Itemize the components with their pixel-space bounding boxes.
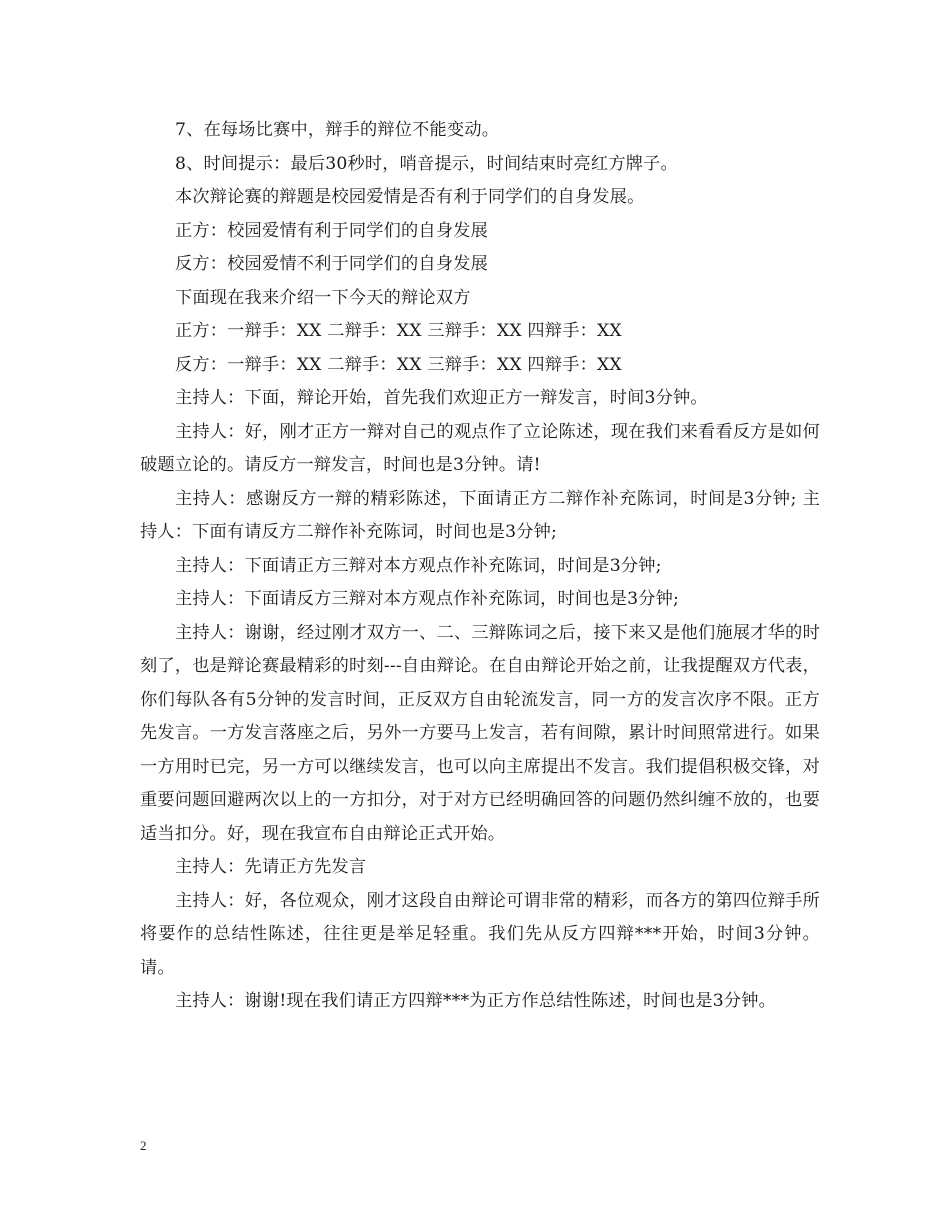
paragraph-host-negative-third: 主持人：下面请反方三辩对本方观点作补充陈词，时间也是3分钟; xyxy=(175,589,679,609)
paragraph-host-affirmative-third: 主持人：下面请正方三辩对本方观点作补充陈词，时间是3分钟; xyxy=(175,555,662,576)
paragraph-rule-8: 8、时间提示：最后30秒时，哨音提示，时间结束时亮红方牌子。 xyxy=(175,153,678,174)
paragraph-topic: 本次辩论赛的辩题是校园爱情是否有利于同学们的自身发展。 xyxy=(175,187,645,207)
paragraph-rule-7: 7、在每场比赛中，辩手的辩位不能变动。 xyxy=(175,120,500,140)
paragraph-introduction: 下面现在我来介绍一下今天的辩论双方 xyxy=(175,287,471,308)
paragraph-free-debate-start: 主持人：先请正方先发言 xyxy=(175,857,367,877)
paragraph-free-debate-rules: 主持人：谢谢，经过刚才双方一、二、三辩陈词之后，接下来又是他们施展才华的时刻了，也是辩论赛最精彩的时刻---自由辩论。在自由辩论开始之前，让我提醒双方代表，你们每队各有5分钟的发言时间，正反双方自由轮流发言，同一方的发言次序不限。正方先发言。一方发言落座之后，另外一方要马上发言，若有间隙，累计时间照常进行。如果一方用时已完，另一方可以继续发言，也可以向主席提出不发言。我们提倡积极交锋，对重要问题回避两次以上的一方扣分，对于对方已经明确回答的问题仍然纠缠不放的，也要适当扣分。好，现在我宣布自由辩论正式开始。 xyxy=(140,622,820,844)
document-body xyxy=(140,114,820,1019)
paragraph-negative-position: 反方：校园爱情不利于同学们的自身发展 xyxy=(175,254,488,274)
paragraph-affirmative-position: 正方：校园爱情有利于同学们的自身发展 xyxy=(175,220,488,241)
paragraph-host-opening: 主持人：下面，辩论开始，首先我们欢迎正方一辩发言，时间3分钟。 xyxy=(175,388,708,408)
paragraph-closing-negative: 主持人：好，各位观众，刚才这段自由辩论可谓非常的精彩，而各方的第四位辩手所将要作的总结性陈述，往往更是举足轻重。我们先从反方四辩***开始，时间3分钟。请。 xyxy=(140,890,820,978)
page-number: 2 xyxy=(140,1138,147,1153)
paragraph-negative-debaters: 反方：一辩手：XX 二辩手：XX 三辩手：XX 四辩手：XX xyxy=(175,354,622,375)
paragraph-closing-affirmative: 主持人：谢谢!现在我们请正方四辩***为正方作总结性陈述，时间也是3分钟。 xyxy=(175,991,777,1011)
paragraph-host-first-rebuttal: 主持人：好，刚才正方一辩对自己的观点作了立论陈述，现在我们来看看反方是如何破题立论的。请反方一辩发言，时间也是3分钟。请! xyxy=(140,421,820,475)
paragraph-host-second-speakers: 主持人：感谢反方一辩的精彩陈述，下面请正方二辩作补充陈词，时间是3分钟; 主持人：下面有请反方二辩作补充陈词，时间也是3分钟; xyxy=(140,488,820,542)
paragraph-affirmative-debaters: 正方：一辩手：XX 二辩手：XX 三辩手：XX 四辩手：XX xyxy=(175,321,622,341)
